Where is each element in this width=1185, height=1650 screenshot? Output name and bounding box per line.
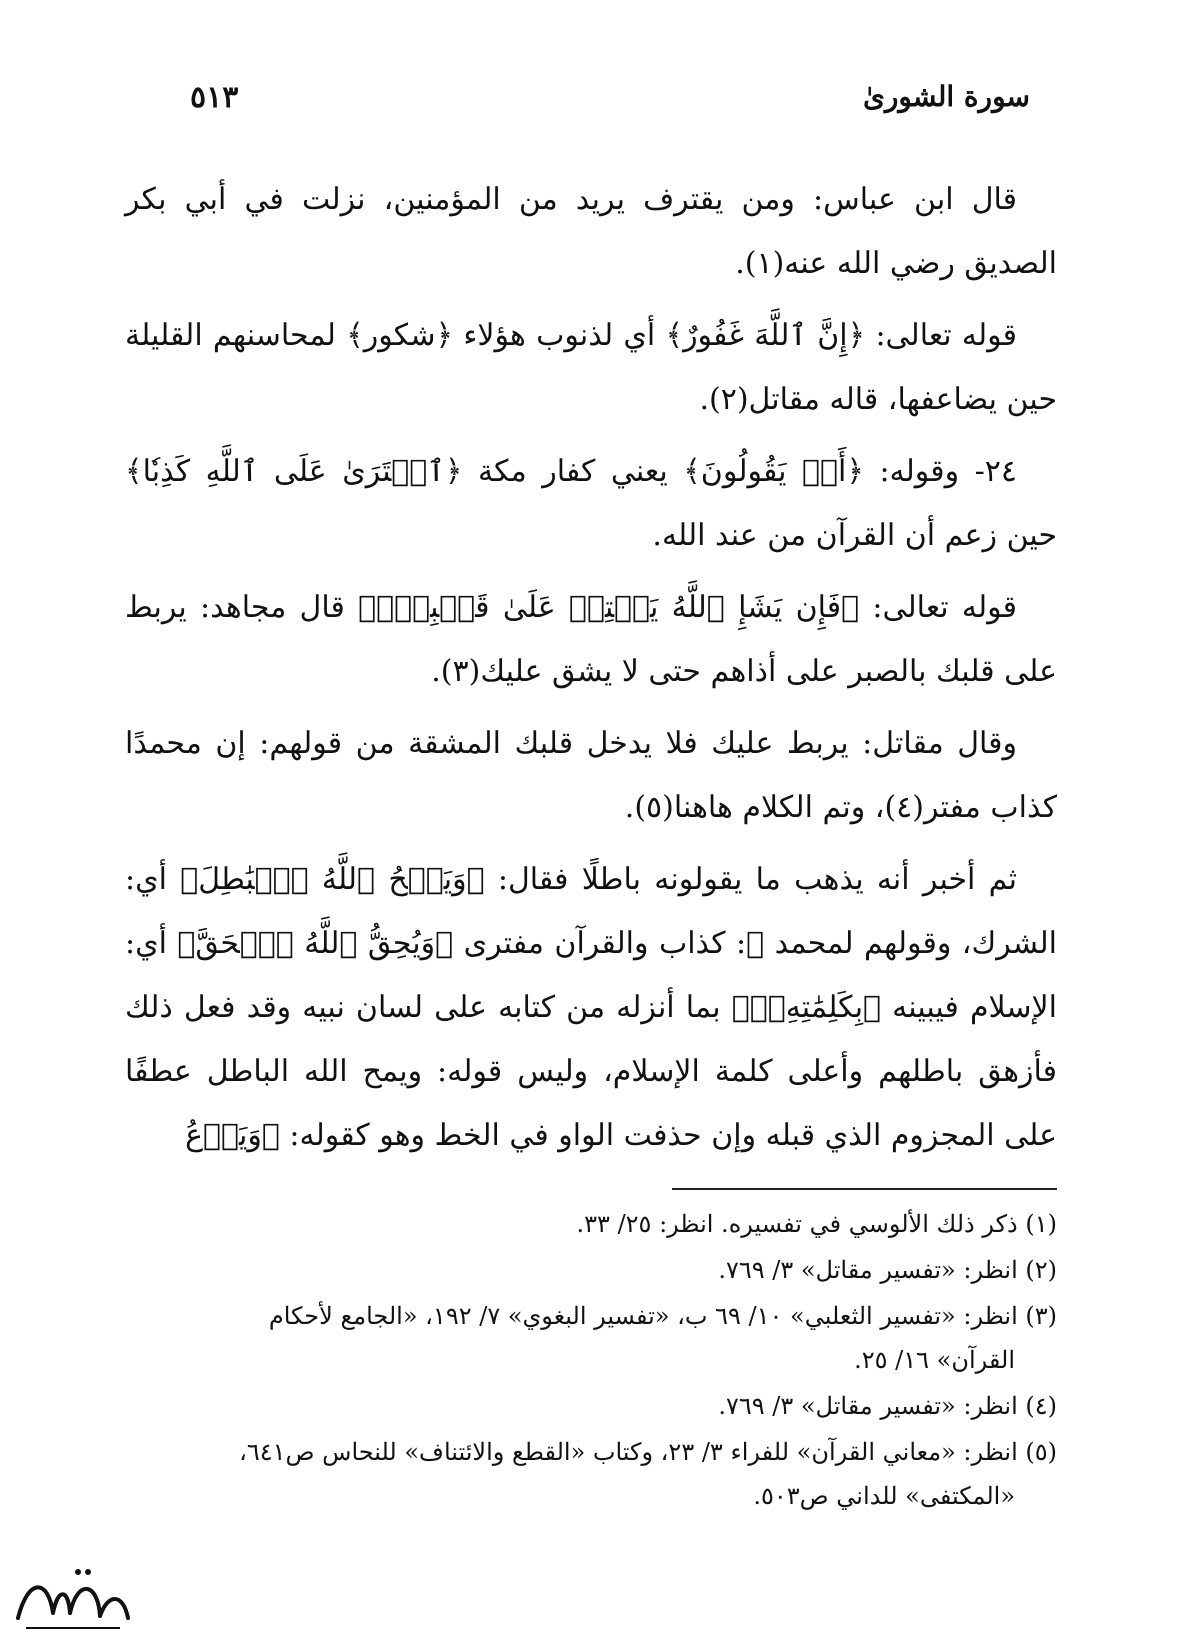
page-header — [190, 80, 1030, 120]
footnote-1-text: (١) ذكر ذلك الألوسي في تفسيره. انظر: ٢٥/ ٣٣. — [576, 1210, 1057, 1238]
paragraph-4: قوله تعالى: ﴿فَإِن يَشَإِ ٱللَّهُ يَخۡتِمۡ عَلَىٰ قَلۡبِكَۗ﴾ قال مجاهد: يربط على قلبك بالصبر على أذاهم حتى لا يشق عليك(٣). — [125, 590, 1057, 689]
footnote-5 — [125, 1430, 1057, 1518]
surah-title: سورة الشورىٰ — [862, 80, 1030, 113]
footnote-2 — [125, 1248, 1057, 1292]
footnote-3-text: (٣) انظر: «تفسير الثعلبي» ١٠/ ٦٩ ب، «تفسير البغوي» ٧/ ١٩٢، «الجامع لأحكام — [268, 1302, 1057, 1330]
publisher-logo-icon — [8, 1558, 138, 1642]
paragraph-1: قال ابن عباس: ومن يقترف يريد من المؤمنين، نزلت في أبي بكر الصديق رضي الله عنه(١). — [125, 182, 1057, 281]
footnote-5-text: (٥) انظر: «معاني القرآن» للفراء ٣/ ٢٣، وكتاب «القطع والائتناف» للنحاس ص٦٤١، — [239, 1438, 1057, 1466]
footnote-2-text: (٢) انظر: «تفسير مقاتل» ٣/ ٧٦٩. — [718, 1256, 1057, 1284]
footnote-5-continuation: «المكتفى» للداني ص٥٠٣. — [753, 1482, 1015, 1510]
main-text — [125, 168, 1057, 1176]
footnote-4 — [125, 1384, 1057, 1428]
footnote-3-continuation: القرآن» ١٦/ ٢٥. — [854, 1346, 1015, 1374]
paragraph-5: وقال مقاتل: يربط عليك فلا يدخل قلبك المشقة من قولهم: إن محمدًا كذاب مفتر(٤)، وتم الكلام هاهنا(٥). — [125, 726, 1057, 825]
paragraph-3: ٢٤- وقوله: ﴿أَمۡ يَقُولُونَ﴾ يعني كفار مكة ﴿ٱفۡتَرَىٰ عَلَى ٱللَّهِ كَذِبٗا﴾ حين زعم أن القرآن من عند الله. — [125, 454, 1057, 553]
page-number: ٥١٣ — [190, 80, 239, 115]
footnotes — [125, 1202, 1057, 1520]
paragraph-2: قوله تعالى: ﴿إِنَّ ٱللَّهَ غَفُورٌ﴾ أي لذنوب هؤلاء ﴿شكور﴾ لمحاسنهم القليلة حين يضاعفها، قاله مقاتل(٢). — [125, 318, 1057, 417]
footnote-4-text: (٤) انظر: «تفسير مقاتل» ٣/ ٧٦٩. — [718, 1392, 1057, 1420]
footnote-1 — [125, 1202, 1057, 1246]
footnote-divider — [672, 1188, 1057, 1190]
paragraph-6: ثم أخبر أنه يذهب ما يقولونه باطلًا فقال: ﴿وَيَمۡحُ ٱللَّهُ ٱلۡبَٰطِلَ﴾ أي: الشرك، وقولهم لمحمد ﷺ: كذاب والقرآن مفترى ﴿وَيُحِقُّ ٱللَّهُ ٱلۡحَقَّ﴾ أي: الإسلام فيبينه ﴿بِكَلِمَٰتِهِۦٓ﴾ بما أنزله من كتابه على لسان نبيه وقد فعل ذلك فأزهق باطلهم وأعلى كلمة الإسلام، وليس قوله: ويمح الله الباطل عطفًا على المجزوم الذي قبله وإن حذفت الواو في الخط وهو كقوله: ﴿وَيَدۡعُ — [125, 862, 1057, 1153]
footnote-3 — [125, 1294, 1057, 1382]
